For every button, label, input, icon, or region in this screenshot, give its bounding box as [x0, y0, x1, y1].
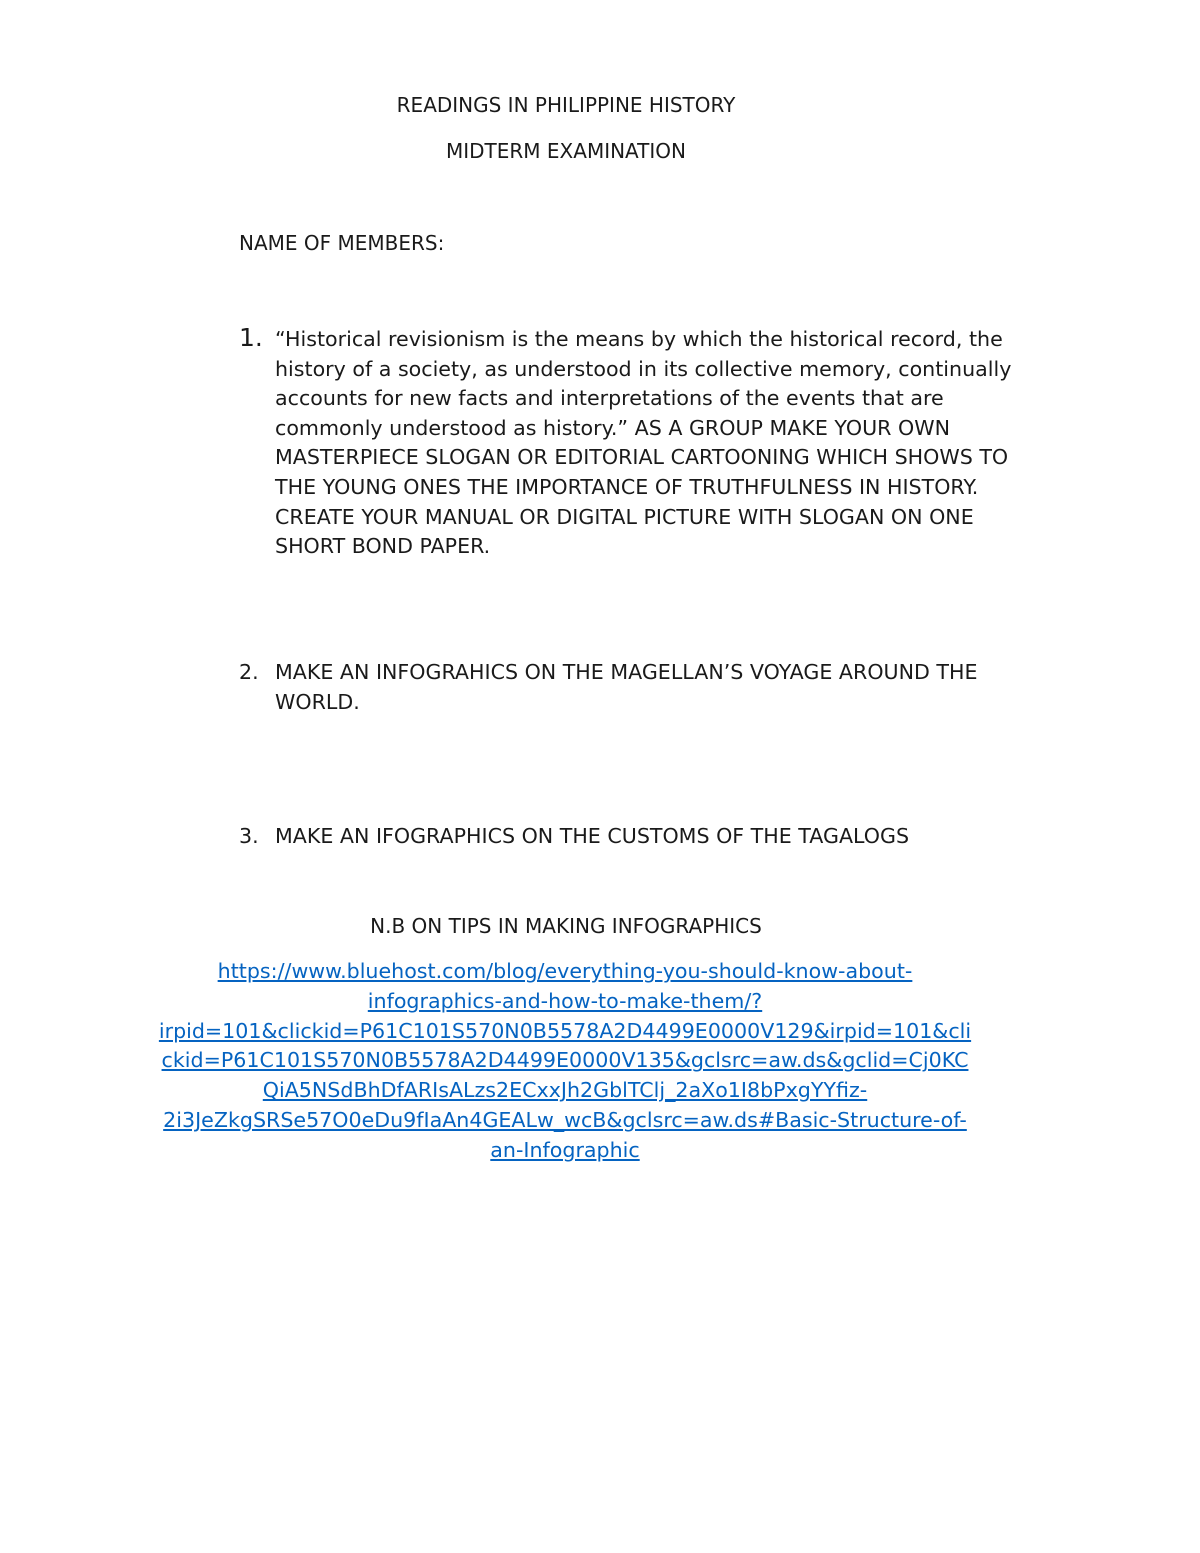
question-1	[239, 325, 1039, 562]
infographics-tips-link[interactable]	[100, 957, 1030, 1166]
question-text: “Historical revisionism is the means by which the historical record, the history of a society, as understood in its collective memory, continually accounts for new facts and interpretations of the events that are commonly understood as history.” AS A GROUP MAKE YOUR OWN MASTERPIECE SLOGAN OR EDITORIAL CARTOONING WHICH SHOWS TO THE YOUNG ONES THE IMPORTANCE OF TRUTHFULNESS IN HISTORY. CREATE YOUR MANUAL OR DIGITAL PICTURE WITH SLOGAN ON ONE SHORT BOND PAPER.	[275, 327, 1012, 559]
notes-heading: N.B ON TIPS IN MAKING INFOGRAPHICS	[370, 914, 762, 938]
question-number: 1.	[239, 323, 263, 352]
question-number: 2.	[239, 660, 259, 684]
link-line[interactable]: 2i3JeZkgSRSe57O0eDu9fIaAn4GEALw_wcB&gclsrc=aw.ds#Basic-Structure-of-	[163, 1107, 967, 1132]
link-line[interactable]: infographics-and-how-to-make-them/?	[367, 988, 763, 1013]
members-label: NAME OF MEMBERS:	[239, 231, 445, 255]
question-text: MAKE AN IFOGRAPHICS ON THE CUSTOMS OF THE TAGALOGS	[275, 824, 910, 848]
question-number: 3.	[239, 824, 259, 848]
link-line[interactable]: https://www.bluehost.com/blog/everything-you-should-know-about-	[217, 959, 913, 983]
link-line[interactable]: ckid=P61C101S570N0B5578A2D4499E0000V135&gclsrc=aw.ds&gclid=Cj0KC	[161, 1048, 969, 1073]
link-line[interactable]: irpid=101&clickid=P61C101S570N0B5578A2D4499E0000V129&irpid=101&cli	[158, 1018, 972, 1043]
course-title: READINGS IN PHILIPPINE HISTORY	[396, 93, 736, 117]
question-text: MAKE AN INFOGRAHICS ON THE MAGELLAN’S VOYAGE AROUND THE WORLD.	[275, 660, 978, 714]
link-line[interactable]: an-Infographic	[490, 1137, 640, 1162]
question-3	[239, 822, 1039, 852]
question-2	[239, 658, 1039, 717]
link-line[interactable]: QiA5NSdBhDfARIsALzs2ECxxJh2GblTClj_2aXo1I8bPxgYYfiz-	[262, 1078, 868, 1103]
exam-title: MIDTERM EXAMINATION	[446, 139, 686, 163]
